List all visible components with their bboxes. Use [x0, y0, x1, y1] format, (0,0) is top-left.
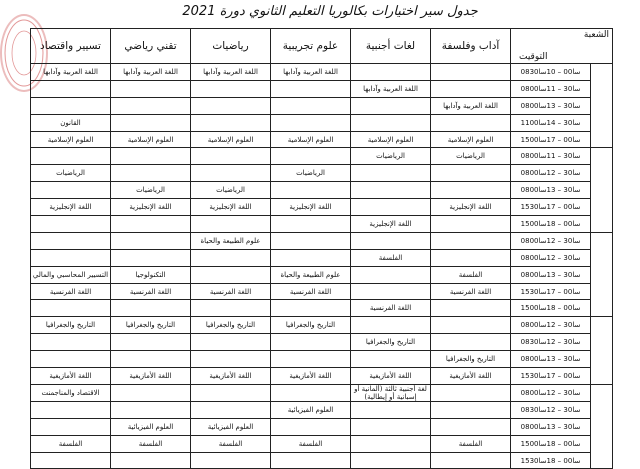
exam-subject-cell: [111, 334, 191, 351]
exam-subject-cell: [31, 418, 111, 435]
stream-header: رياضيات: [191, 29, 271, 64]
exam-subject-cell: اللغة العربية وآدابها: [431, 97, 511, 114]
exam-subject-cell: الفلسفة: [431, 435, 511, 452]
exam-subject-cell: [111, 165, 191, 182]
exam-subject-cell: [351, 165, 431, 182]
exam-subject-cell: اللغة الفرنسية: [271, 283, 351, 300]
exam-subject-cell: [191, 334, 271, 351]
schedule-row: [31, 199, 613, 216]
stream-header: تسيير واقتصاد: [31, 29, 111, 64]
exam-subject-cell: [111, 148, 191, 165]
exam-subject-cell: [351, 401, 431, 418]
exam-subject-cell: [191, 452, 271, 469]
exam-subject-cell: اللغة الفرنسية: [31, 283, 111, 300]
schedule-row: [31, 249, 613, 266]
exam-subject-cell: [111, 249, 191, 266]
exam-subject-cell: اللغة الأمازيغية: [431, 368, 511, 385]
exam-subject-cell: الفلسفة: [431, 266, 511, 283]
exam-subject-cell: [111, 114, 191, 131]
exam-subject-cell: [31, 249, 111, 266]
exam-subject-cell: [431, 418, 511, 435]
exam-subject-cell: التكنولوجيا: [111, 266, 191, 283]
exam-subject-cell: [31, 182, 111, 199]
exam-subject-cell: [31, 148, 111, 165]
exam-subject-cell: [111, 401, 191, 418]
schedule-row: [31, 452, 613, 469]
time-slot: 08سا30 – 12سا30: [511, 334, 591, 351]
exam-subject-cell: [351, 452, 431, 469]
exam-subject-cell: الرياضيات: [431, 148, 511, 165]
exam-subject-cell: [31, 401, 111, 418]
exam-subject-cell: التاريخ والجغرافيا: [111, 317, 191, 334]
exam-subject-cell: [271, 182, 351, 199]
exam-schedule-table: [30, 28, 613, 469]
day-cell: [591, 232, 613, 316]
exam-subject-cell: [351, 351, 431, 368]
schedule-row: [31, 368, 613, 385]
exam-subject-cell: علوم الطبيعة والحياة: [271, 266, 351, 283]
exam-subject-cell: اللغة الإنجليزية: [191, 199, 271, 216]
exam-subject-cell: [431, 165, 511, 182]
exam-subject-cell: [431, 114, 511, 131]
exam-subject-cell: لغة أجنبية ثالثة (ألمانية أو إسبانية أو إيطالية): [351, 384, 431, 401]
exam-subject-cell: اللغة العربية وآدابها: [31, 64, 111, 81]
exam-subject-cell: [351, 64, 431, 81]
exam-subject-cell: الرياضيات: [351, 148, 431, 165]
exam-subject-cell: [271, 452, 351, 469]
exam-subject-cell: اللغة الإنجليزية: [111, 199, 191, 216]
exam-subject-cell: العلوم الفيزيائية: [271, 401, 351, 418]
stream-header: علوم تجريبية: [271, 29, 351, 64]
schedule-row: [31, 64, 613, 81]
stream-header: لغات أجنبية: [351, 29, 431, 64]
exam-subject-cell: الفلسفة: [31, 435, 111, 452]
exam-subject-cell: اللغة الأمازيغية: [271, 368, 351, 385]
exam-subject-cell: الفلسفة: [191, 435, 271, 452]
schedule-row: [31, 401, 613, 418]
exam-subject-cell: اللغة العربية وآدابها: [351, 80, 431, 97]
exam-subject-cell: [191, 216, 271, 233]
exam-subject-cell: [31, 97, 111, 114]
exam-subject-cell: علوم الطبيعة والحياة: [191, 232, 271, 249]
exam-subject-cell: [351, 97, 431, 114]
exam-subject-cell: [191, 249, 271, 266]
exam-subject-cell: اللغة الإنجليزية: [351, 216, 431, 233]
exam-subject-cell: [31, 351, 111, 368]
exam-subject-cell: التاريخ والجغرافيا: [271, 317, 351, 334]
exam-subject-cell: [271, 97, 351, 114]
exam-subject-cell: [31, 452, 111, 469]
time-slot: 08سا30 – 13سا00: [511, 266, 591, 283]
exam-subject-cell: [271, 334, 351, 351]
exam-subject-cell: العلوم الإسلامية: [191, 131, 271, 148]
schedule-row: [31, 435, 613, 452]
exam-subject-cell: [431, 300, 511, 317]
exam-subject-cell: الرياضيات: [111, 182, 191, 199]
schedule-row: [31, 232, 613, 249]
exam-subject-cell: اللغة الفرنسية: [111, 283, 191, 300]
exam-subject-cell: [191, 266, 271, 283]
exam-subject-cell: [271, 418, 351, 435]
exam-subject-cell: [351, 435, 431, 452]
day-cell: [591, 148, 613, 232]
exam-subject-cell: اللغة العربية وآدابها: [111, 64, 191, 81]
time-slot: 08سا30 – 13سا00: [511, 418, 591, 435]
exam-subject-cell: [431, 232, 511, 249]
exam-subject-cell: [431, 401, 511, 418]
exam-subject-cell: [351, 182, 431, 199]
schedule-row: [31, 114, 613, 131]
exam-subject-cell: العلوم الإسلامية: [111, 131, 191, 148]
exam-subject-cell: العلوم الفيزيائية: [111, 418, 191, 435]
time-slot: 15سا00 – 18سا00: [511, 216, 591, 233]
exam-subject-cell: [191, 401, 271, 418]
exam-subject-cell: التسيير المحاسبي والمالي: [31, 266, 111, 283]
schedule-row: [31, 418, 613, 435]
exam-subject-cell: اللغة العربية وآدابها: [191, 64, 271, 81]
time-slot: 08سا30 – 13سا00: [511, 182, 591, 199]
schedule-row: [31, 300, 613, 317]
schedule-row: [31, 266, 613, 283]
time-slot: 08سا00 – 10سا30: [511, 64, 591, 81]
exam-subject-cell: التاريخ والجغرافيا: [191, 317, 271, 334]
exam-subject-cell: [31, 80, 111, 97]
exam-subject-cell: العلوم الإسلامية: [431, 131, 511, 148]
time-slot: 08سا30 – 12سا00: [511, 249, 591, 266]
stream-header: آداب وفلسفة: [431, 29, 511, 64]
exam-subject-cell: [351, 418, 431, 435]
exam-subject-cell: [431, 249, 511, 266]
exam-subject-cell: [351, 283, 431, 300]
exam-subject-cell: الاقتصاد والمناجمنت: [31, 384, 111, 401]
exam-subject-cell: الرياضيات: [31, 165, 111, 182]
exam-subject-cell: [271, 384, 351, 401]
day-cell: [591, 384, 613, 469]
exam-subject-cell: [111, 232, 191, 249]
exam-subject-cell: [111, 216, 191, 233]
corner-time-label: التوقيت: [519, 52, 548, 62]
exam-subject-cell: [191, 300, 271, 317]
schedule-row: [31, 131, 613, 148]
time-slot: 15سا00 – 18سا00: [511, 300, 591, 317]
exam-subject-cell: العلوم الإسلامية: [351, 131, 431, 148]
time-slot: 15سا00 – 18سا00: [511, 435, 591, 452]
schedule-row: [31, 384, 613, 401]
exam-subject-cell: [431, 64, 511, 81]
time-slot: 15سا00 – 17سا00: [511, 131, 591, 148]
exam-subject-cell: العلوم الإسلامية: [31, 131, 111, 148]
exam-subject-cell: الفلسفة: [351, 249, 431, 266]
exam-subject-cell: [191, 165, 271, 182]
exam-subject-cell: [111, 97, 191, 114]
exam-subject-cell: اللغة الأمازيغية: [111, 368, 191, 385]
exam-subject-cell: [431, 334, 511, 351]
corner-stream-label: الشعبة: [583, 30, 609, 40]
exam-subject-cell: [191, 114, 271, 131]
exam-subject-cell: [431, 317, 511, 334]
exam-subject-cell: [351, 232, 431, 249]
exam-subject-cell: [111, 80, 191, 97]
exam-subject-cell: [351, 317, 431, 334]
exam-subject-cell: [271, 232, 351, 249]
exam-subject-cell: [271, 249, 351, 266]
exam-subject-cell: [271, 216, 351, 233]
time-slot: 15سا00 – 17سا30: [511, 283, 591, 300]
schedule-row: [31, 283, 613, 300]
time-slot: 08سا30 – 11سا00: [511, 148, 591, 165]
schedule-row: [31, 80, 613, 97]
exam-subject-cell: [431, 216, 511, 233]
exam-subject-cell: [431, 384, 511, 401]
exam-subject-cell: [191, 80, 271, 97]
exam-subject-cell: الرياضيات: [271, 165, 351, 182]
exam-subject-cell: [191, 384, 271, 401]
exam-subject-cell: [31, 216, 111, 233]
schedule-row: [31, 317, 613, 334]
exam-subject-cell: الرياضيات: [191, 182, 271, 199]
exam-subject-cell: التاريخ والجغرافيا: [431, 351, 511, 368]
exam-subject-cell: [191, 351, 271, 368]
exam-subject-cell: اللغة الأمازيغية: [351, 368, 431, 385]
exam-subject-cell: [271, 351, 351, 368]
time-slot: 08سا30 – 13سا00: [511, 351, 591, 368]
exam-subject-cell: اللغة الفرنسية: [191, 283, 271, 300]
time-slot: 15سا00 – 18سا30: [511, 452, 591, 469]
time-slot: 08سا30 – 13سا00: [511, 97, 591, 114]
stream-header: تقني رياضي: [111, 29, 191, 64]
time-slot: 15سا00 – 17سا30: [511, 199, 591, 216]
schedule-row: [31, 182, 613, 199]
exam-subject-cell: القانون: [31, 114, 111, 131]
exam-subject-cell: اللغة الإنجليزية: [271, 199, 351, 216]
exam-subject-cell: التاريخ والجغرافيا: [351, 334, 431, 351]
exam-subject-cell: العلوم الإسلامية: [271, 131, 351, 148]
exam-subject-cell: [431, 452, 511, 469]
time-slot: 15سا00 – 17سا30: [511, 368, 591, 385]
exam-subject-cell: اللغة الفرنسية: [431, 283, 511, 300]
schedule-row: [31, 334, 613, 351]
exam-subject-cell: العلوم الفيزيائية: [191, 418, 271, 435]
exam-subject-cell: [111, 300, 191, 317]
exam-subject-cell: اللغة الفرنسية: [351, 300, 431, 317]
time-slot: 08سا30 – 11سا00: [511, 80, 591, 97]
exam-subject-cell: الفلسفة: [271, 435, 351, 452]
time-slot: 08سا30 – 12سا00: [511, 165, 591, 182]
schedule-row: [31, 97, 613, 114]
time-slot: 08سا30 – 12سا30: [511, 401, 591, 418]
header-corner: [511, 29, 613, 64]
exam-subject-cell: اللغة العربية وآدابها: [271, 64, 351, 81]
exam-subject-cell: [271, 80, 351, 97]
exam-subject-cell: اللغة الأمازيغية: [31, 368, 111, 385]
day-cell: [591, 64, 613, 148]
day-cell: [591, 317, 613, 385]
exam-subject-cell: [351, 114, 431, 131]
exam-subject-cell: الفلسفة: [111, 435, 191, 452]
time-slot: 08سا30 – 12سا00: [511, 232, 591, 249]
exam-subject-cell: [191, 148, 271, 165]
exam-subject-cell: [191, 97, 271, 114]
exam-subject-cell: [111, 351, 191, 368]
exam-subject-cell: [431, 80, 511, 97]
exam-subject-cell: [351, 266, 431, 283]
exam-subject-cell: [111, 452, 191, 469]
exam-subject-cell: اللغة الأمازيغية: [191, 368, 271, 385]
exam-subject-cell: [31, 300, 111, 317]
exam-subject-cell: [431, 182, 511, 199]
page-title: جدول سير اختيارات بكالوريا التعليم الثانوي دورة 2021: [182, 4, 478, 19]
schedule-row: [31, 216, 613, 233]
schedule-row: [31, 148, 613, 165]
exam-subject-cell: [271, 148, 351, 165]
exam-subject-cell: التاريخ والجغرافيا: [31, 317, 111, 334]
schedule-row: [31, 351, 613, 368]
exam-subject-cell: [351, 199, 431, 216]
exam-subject-cell: اللغة الإنجليزية: [31, 199, 111, 216]
time-slot: 11سا30 – 14سا00: [511, 114, 591, 131]
schedule-row: [31, 165, 613, 182]
exam-subject-cell: [31, 232, 111, 249]
exam-subject-cell: [31, 334, 111, 351]
exam-subject-cell: اللغة الإنجليزية: [431, 199, 511, 216]
header-row: [31, 29, 613, 64]
time-slot: 08سا30 – 12سا00: [511, 317, 591, 334]
time-slot: 08سا30 – 12سا00: [511, 384, 591, 401]
exam-subject-cell: [271, 114, 351, 131]
exam-subject-cell: [271, 300, 351, 317]
exam-subject-cell: [111, 384, 191, 401]
